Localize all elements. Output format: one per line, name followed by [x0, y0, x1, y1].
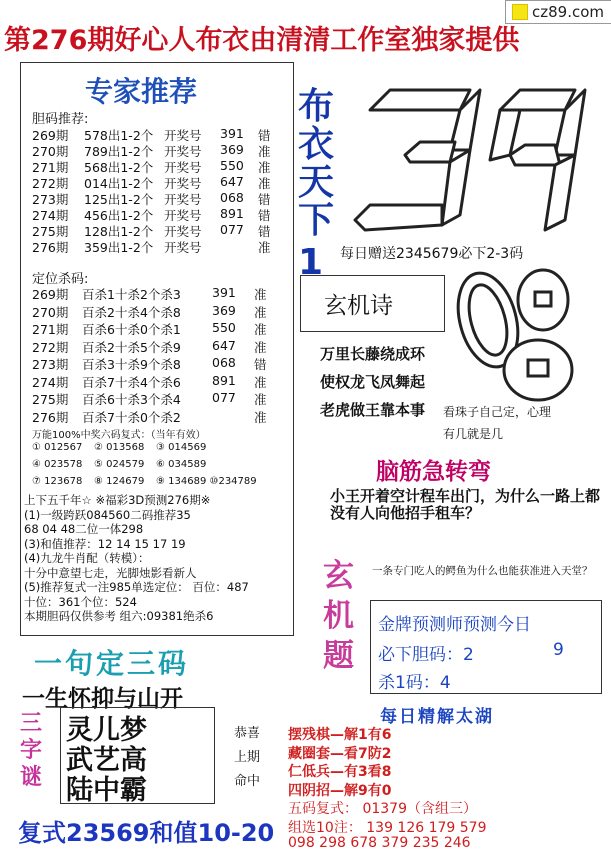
kill-num: 647	[212, 337, 236, 353]
kill-period: 276期	[32, 409, 69, 425]
kill-num: 391	[212, 285, 236, 300]
dan-kj: 开奖号	[164, 160, 202, 175]
six-cell: ④ 023578	[32, 459, 83, 470]
kill-res: 准	[254, 339, 267, 355]
jinpai-line1: 金牌预测师预测今日	[378, 615, 531, 635]
kill-res: 准	[254, 409, 267, 425]
note-line: 十位：361个位：524	[24, 594, 137, 609]
kill-pick: 百杀1十杀2个杀3	[82, 287, 181, 302]
note-line: (4)九龙牛肖配（转模）：	[24, 551, 150, 565]
dan-kj: 开奖号	[164, 144, 202, 159]
note-line: (1)一级跨跃084560二码推荐35	[24, 507, 191, 522]
dan-res: 准	[258, 176, 271, 191]
dan-pick: 014出1-2个	[84, 176, 154, 191]
dan-period: 273期	[32, 192, 69, 207]
dan-num: 550	[220, 158, 244, 173]
dan-label: 胆码推荐:	[32, 112, 89, 127]
dan-res: 错	[258, 224, 271, 239]
note-line: 十分中意望七走，光脚烛影看新人	[24, 565, 197, 580]
taihu-line: 组选10注： 139 126 179 579	[288, 819, 487, 836]
kill-res: 准	[254, 304, 267, 320]
dan-pick: 456出1-2个	[84, 208, 154, 223]
bybytx-vertical	[298, 88, 338, 282]
dan-res: 错	[258, 128, 271, 143]
dan-period: 270期	[32, 144, 69, 159]
dan-res: 准	[258, 240, 271, 255]
dan-period: 274期	[32, 208, 69, 223]
bybytx-char: 布	[298, 86, 335, 127]
dan-pick: 789出1-2个	[84, 144, 154, 159]
dan-num: 068	[220, 190, 244, 205]
dan-kj: 开奖号	[164, 224, 202, 239]
kill-res: 错	[254, 357, 267, 372]
note-line: 本期胆码仅供参考 组六:09381绝杀6	[24, 609, 214, 623]
dan-pick: 578出1-2个	[84, 128, 154, 143]
kill-res: 准	[254, 392, 267, 407]
bybytx-char: 衣	[298, 124, 335, 165]
bybytx-char: 1	[298, 242, 324, 283]
xuanji-ti-char: 机	[323, 598, 354, 634]
dan-num: 647	[220, 174, 244, 189]
xuanji-poem-title: 玄机诗	[324, 293, 393, 319]
kill-pick: 百杀2十杀4个杀8	[82, 304, 181, 320]
site-name: cz89.com	[532, 3, 605, 21]
kill-period: 273期	[32, 357, 69, 372]
site-logo-icon	[512, 4, 528, 20]
xuanji-ti-title	[323, 556, 363, 676]
taihu-line: 四阴招—解9有0	[288, 782, 392, 799]
kill-pick: 百杀3十杀9个杀8	[82, 357, 181, 372]
coin-caption: 有几就是几	[443, 427, 504, 441]
xuanji-ti-question: 一条专门吃人的鳄鱼为什么也能获准进入天堂？	[372, 565, 593, 577]
jinpai-line2-val: 9	[553, 640, 564, 660]
dan-pick: 128出1-2个	[84, 224, 154, 239]
six-cell: ⑧ 124679	[94, 476, 145, 487]
expert-heading: 专家推荐	[85, 75, 198, 108]
naojin-question: 小王开着空计程车出门，为什么一路上都没有人向他招手租车？	[330, 487, 601, 522]
kill-res: 准	[254, 374, 267, 390]
dan-kj: 开奖号	[164, 192, 202, 207]
dan-num: 891	[220, 206, 244, 221]
daily-gift: 每日赠送2345679必下2-3码	[340, 246, 524, 262]
name-item: 灵儿梦	[66, 715, 147, 746]
dan-period: 275期	[32, 224, 69, 239]
big-number-39	[350, 80, 600, 240]
note-line: (5)推荐复式一注985单选定位： 百位：487	[24, 580, 249, 594]
taihu-line: 098 298 678 379 235 246	[288, 835, 471, 851]
kill-pick: 百杀6十杀0个杀1	[82, 322, 181, 337]
kill-res: 准	[254, 287, 267, 302]
taihu-line: 仁低兵—有3看8	[288, 764, 392, 780]
kill-period: 275期	[32, 392, 69, 407]
kill-num: 550	[212, 320, 236, 335]
poem-line: 老虎做王靠本事	[320, 401, 426, 419]
dan-res: 错	[258, 192, 271, 207]
six-cell: ③ 014569	[156, 442, 207, 453]
dan-res: 准	[258, 144, 271, 159]
congrats-item: 上期	[234, 750, 261, 765]
dan-period: 271期	[32, 160, 69, 175]
xuanji-ti-char: 题	[323, 638, 354, 674]
six-cell: ⑨ 134689 ⑩234789	[156, 476, 257, 487]
congrats-item: 命中	[234, 774, 261, 789]
dan-pick: 125出1-2个	[84, 192, 154, 207]
yjdsm-riddle: 一生怀抑与山开	[22, 686, 183, 712]
name-item: 武艺高	[66, 745, 147, 776]
bybytx-char: 下	[298, 200, 335, 241]
kill-period: 269期	[32, 287, 69, 302]
kill-res: 准	[254, 322, 267, 337]
kill-pick: 百杀7十杀4个杀6	[82, 374, 181, 390]
naojin-title: 脑筋急转弯	[376, 459, 491, 485]
dan-kj: 开奖号	[164, 128, 202, 143]
six-cell: ⑤ 024579	[94, 459, 145, 470]
taihu-line: 摆残棋—解1有6	[288, 727, 392, 743]
dan-res: 准	[258, 160, 271, 175]
dan-res: 错	[258, 208, 271, 223]
dan-period: 276期	[32, 240, 69, 255]
kill-period: 271期	[32, 322, 69, 337]
dan-num: 391	[220, 126, 244, 141]
coin-caption: 看珠子自己定，心理	[443, 405, 552, 419]
kill-period: 274期	[32, 374, 69, 390]
poem-line: 使权龙飞凤舞起	[320, 373, 426, 391]
kill-label: 定位杀码:	[32, 272, 89, 287]
dan-kj: 开奖号	[164, 208, 202, 223]
dan-pick: 568出1-2个	[84, 160, 154, 175]
kill-period: 270期	[32, 304, 69, 320]
xuanji-ti-char: 玄	[323, 558, 354, 594]
szm-label	[20, 710, 48, 791]
six-cell: ② 013568	[94, 442, 145, 453]
dan-period: 269期	[32, 128, 69, 143]
dan-num: 369	[220, 142, 244, 157]
kill-period: 272期	[32, 339, 69, 355]
note-line: 68 04 48二位一体298	[24, 522, 144, 536]
name-item: 陆中霸	[66, 775, 147, 806]
szm-char: 三	[20, 711, 43, 736]
poem-line: 万里长藤绕成环	[320, 345, 426, 363]
szm-char: 谜	[20, 765, 43, 790]
dan-kj: 开奖号	[164, 176, 202, 191]
bybytx-char: 天	[298, 162, 335, 203]
daily-taihu: 每日精解太湖	[380, 707, 494, 727]
taihu-line: 藏圈套—看7防2	[288, 745, 392, 762]
kill-num: 369	[212, 302, 236, 318]
congrats-item: 恭喜	[234, 726, 261, 741]
dan-pick: 359出1-2个	[84, 240, 154, 255]
six-cell: ⑥ 034589	[156, 459, 207, 470]
fushi-line: 复式23569和值10-20	[18, 819, 275, 847]
kill-pick: 百杀7十杀0个杀2	[82, 409, 181, 425]
yjdsm-title: 一句定三码	[34, 647, 190, 680]
note-line: 上下五千年☆ ※福彩3D预测276期※	[24, 493, 211, 507]
szm-char: 字	[20, 738, 43, 763]
dan-period: 272期	[32, 176, 69, 191]
six-cell: ① 012567	[32, 442, 83, 453]
site-badge[interactable]	[505, 0, 611, 24]
big-number-text: 39	[350, 80, 352, 81]
coins-image	[448, 260, 608, 405]
page-title: 第276期好心人布衣由清清工作室独家提供	[4, 25, 520, 56]
taihu-line: 五码复式： 01379（含组三）	[288, 801, 477, 817]
kill-pick: 百杀6十杀3个杀4	[82, 392, 181, 407]
jinpai-line2: 必下胆码：2	[378, 645, 474, 665]
six-label: 万能100%中奖六码复式：（当年有效）	[32, 430, 206, 441]
six-cell: ⑦ 123678	[32, 476, 83, 487]
dan-num: 077	[220, 222, 244, 237]
kill-num: 077	[212, 390, 236, 405]
dan-kj: 开奖号	[164, 240, 202, 255]
note-line: (3)和值推荐：12 14 15 17 19	[24, 536, 186, 551]
kill-pick: 百杀2十杀5个杀9	[82, 339, 181, 355]
kill-num: 068	[212, 355, 236, 370]
jinpai-line3: 杀1码：4	[378, 673, 451, 693]
kill-num: 891	[212, 372, 236, 388]
